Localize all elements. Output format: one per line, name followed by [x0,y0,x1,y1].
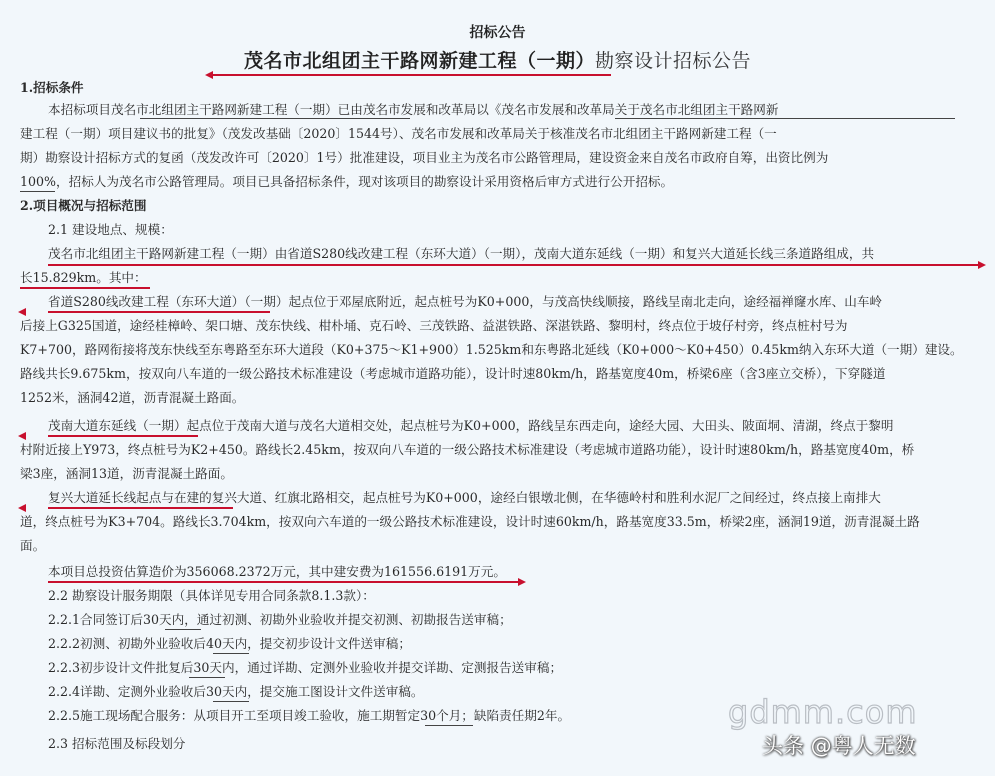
term-item-3: 2.2.3初步设计文件批复后30天内，通过详勘、定测外业验收并提交详勘、定测报告送审稿； [48,660,563,675]
section-2-1-heading: 2.1 建设地点、规模： [48,222,173,237]
p1-line-4: 100%，招标人为茂名市公路管理局。项目已具备招标条件，现对该项目的勘察设计采用资格后审方式进行公开招标。 [20,174,674,189]
p1-line-2: 建工程（一期）项目建议书的批复》（茂发改基础〔2020〕1544号）、茂名市发展和改革局关于核准茂名市北组团主干路网新建工程（一 [20,126,777,141]
term-underline-4 [213,701,249,702]
p5-underline-annotation [48,507,233,509]
p3-underline-annotation [48,311,270,313]
p3-line-2: 后接上G325国道，途经桂樟岭、架口塘、茂东快线、柑朴埇、克石岭、三茂铁路、益湛铁路、深湛铁路、黎明村，终点位于坡仔村旁，终点桩村号为 [20,318,848,333]
site-watermark: gdmm.com [728,693,918,731]
p2-line-2: 长15.829km。其中： [20,270,147,285]
p6-underline-annotation [48,581,518,583]
p6-arrow-annotation [518,578,526,586]
p6-total-investment: 本项目总投资估算造价为356068.2372万元，其中建安费为161556.6191万元。 [48,564,506,579]
title-project-name: 茂名市北组团主干路网新建工程（一期） [243,50,595,72]
p4-line-2: 村附近接上Y973，终点桩号为K2+450。路线长2.45km，按双向八车道的一级公路技术标准建设（考虑城市道路功能），设计时速80km/h，路基宽度40m，桥 [20,442,915,457]
term-underline-3 [189,677,225,678]
p5-line-1: 复兴大道延长线起点与在建的复兴大道、红旗北路相交，起点桩号为K0+000，途经白银墩北侧，在华德岭村和胜利水泥厂之间经过，终点接上南排大 [48,490,881,505]
p1-underline-2 [615,118,955,119]
p4-underline-annotation [48,435,198,437]
p2-line-1: 茂名市北组团主干路网新建工程（一期）由省道S280线改建工程（东环大道）（一期），茂南大道东延线（一期）和复兴大道延长线三条道路组成，共 [48,246,875,261]
section-1-heading: 1.招标条件 [20,80,84,95]
p1-underline-1 [140,118,410,119]
p5-arrow-annotation [18,504,26,512]
term-item-1: 2.2.1合同签订后30天内，通过初测、初勘外业验收并提交初测、初勘报告送审稿； [48,612,512,627]
p3-line-5: 1252米，涵洞42道，沥青混凝土路面。 [20,390,245,405]
p2-underline-annotation [48,264,978,266]
term-underline-5 [425,725,473,726]
p3-line-4: 路线共长9.675km，按双向八车道的一级公路技术标准建设（考虑城市道路功能），设计时速80km/h，路基宽度40m，桥梁6座（含3座立交桥），下穿隧道 [20,366,886,381]
section-2-3-heading: 2.3 招标范围及标段划分 [48,736,186,751]
title-suffix: 勘察设计招标公告 [595,50,752,72]
term-underline-2 [213,653,249,654]
announcement-title [0,46,995,73]
term-item-5: 2.2.5施工现场配合服务：从项目开工至项目竣工验收，施工期暂定30个月；缺陷责任期2年。 [48,708,571,723]
term-underline-1 [165,629,201,630]
p4-line-1: 茂南大道东延线（一期）起点位于茂南大道与茂名大道相交处，起点桩号为K0+000，路线呈东西走向，途经大园、大田头、陂面垌、清湖，终点于黎明 [48,418,894,433]
p1-line-1: 本招标项目茂名市北组团主干路网新建工程（一期）已由茂名市发展和改革局以《茂名市发展和改革局关于茂名市北组团主干路网新 [48,102,779,117]
p5-line-3: 面。 [20,538,46,553]
p5-line-2: 道，终点桩号为K3+704。路线长3.704km，按双向六车道的一级公路技术标准建设，设计时速60km/h，路基宽度33.5m，桥梁2座，涵洞19道，沥青混凝土路 [20,514,920,529]
announcement-heading: 招标公告 [469,25,526,41]
author-watermark: 头条 @粤人无数 [762,734,916,758]
title-arrow-annotation [205,71,213,79]
section-2-2-heading: 2.2 勘察设计服务期限（具体详见专用合同条款8.1.3款）： [48,588,375,603]
term-item-2: 2.2.2初测、初勘外业验收后40天内，提交初步设计文件送审稿； [48,636,411,651]
p4-line-3: 梁3座，涵洞13道，沥青混凝土路面。 [20,466,233,481]
term-item-4: 2.2.4详勘、定测外业验收后30天内，提交施工图设计文件送审稿。 [48,684,424,699]
p4-arrow-annotation [18,432,26,440]
p1-underline-3 [20,191,55,192]
p3-arrow-annotation [18,308,26,316]
p2-arrow-annotation [978,261,986,269]
section-2-heading: 2.项目概况与招标范围 [20,198,147,213]
p2-underline-annotation-2 [20,287,150,289]
p3-line-1: 省道S280线改建工程（东环大道）（一期）起点位于邓屋底附近，起点桩号为K0+000，与茂高快线顺接，路线呈南北走向，途经福禅窿水库、山车岭 [48,294,883,309]
p1-line-3: 期）勘察设计招标方式的复函（茂发改许可〔2020〕1号）批准建设，项目业主为茂名市公路管理局，建设资金来自茂名市政府自筹，出资比例为 [20,150,829,165]
title-underline-annotation [208,74,611,76]
p3-line-3: K7+700，路网衔接将茂东快线至东粤路至东环大道段（K0+375～K1+900）1.525km和东粤路北延线（K0+000～K0+450）0.45km纳入东环大道（一期）建设。 [20,342,963,357]
